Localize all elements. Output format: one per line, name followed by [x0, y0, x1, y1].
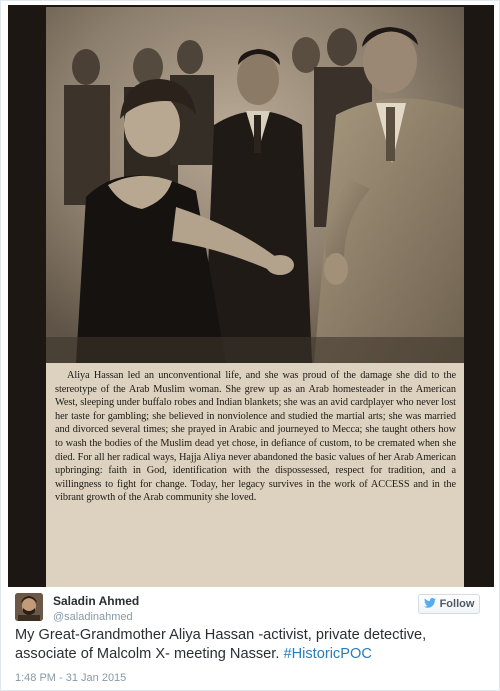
avatar[interactable] — [15, 593, 43, 621]
tweet-text — [15, 626, 485, 663]
display-name[interactable]: Saladin Ahmed — [53, 594, 140, 608]
photo-caption-text: Aliya Hassan led an unconventional life, and she was proud of the damage she did to the stereotype of the Arab Muslim woman. She grew up as an Arab homesteader in the American West, sleeping under buffalo robes and Indian blankets; she was an avid cardplayer who never lost her taste for gambling; she believed in nonviolence and studied the martial arts; she was married and divorced several times; she prayed in Arabic and journeyed to Mecca; she taught others how to wash the bodies of the Muslim dead yet chose, in defiance of custom, to be cremated when she died. For all her radical ways, Hajja Aliya never abandoned the basic values of her Arab American upbringing: faith in God, identification with the dispossessed, respect for tradition, and a willingness to fight for change. Today, her legacy survives in the work of ACCESS and in the vibrant growth of the Arab community she loved. — [46, 363, 464, 587]
tweet-text-main: My Great-Grandmother Aliya Hassan -activist, private detective, associate of Malcolm X- meeting Nasser. — [15, 627, 427, 662]
follow-button[interactable] — [418, 594, 480, 614]
tweet-timestamp[interactable]: 1:48 PM - 31 Jan 2015 — [15, 672, 127, 684]
tweet-photo[interactable] — [8, 5, 494, 587]
follow-label: Follow — [439, 598, 475, 610]
historic-photograph — [46, 7, 464, 363]
hashtag-link[interactable]: #HistoricPOC — [283, 645, 372, 662]
user-handle[interactable]: @saladinahmed — [53, 611, 133, 623]
twitter-bird-icon — [424, 598, 436, 611]
